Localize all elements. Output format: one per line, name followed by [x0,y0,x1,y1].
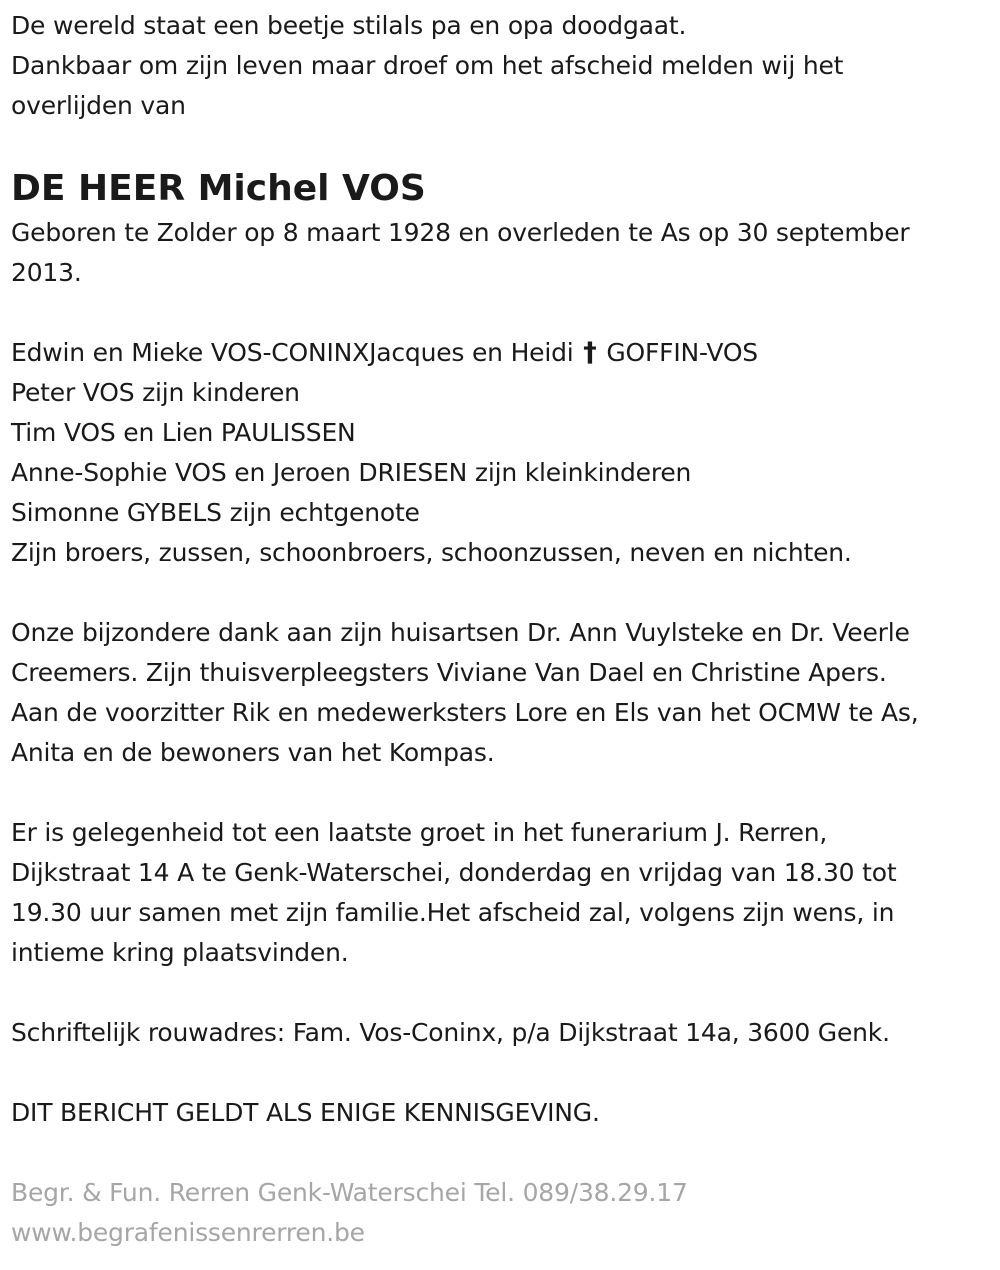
thanks-block [11,613,1000,773]
thanks-line: Onze bijzondere dank aan zijn huisartsen Dr. Ann Vuylsteke en Dr. Veerle [11,618,910,647]
family-block [11,333,1000,573]
intro-line: Dankbaar om zijn leven maar droef om het afscheid melden wij het [11,51,844,80]
spacer [11,1133,1000,1173]
family-line-text: Edwin en Mieke VOS-CONINXJacques en Heidi [11,338,582,367]
family-line: Peter VOS zijn kinderen [11,378,300,407]
notice-line: DIT BERICHT GELDT ALS ENIGE KENNISGEVING. [11,1098,600,1127]
spacer [11,973,1000,1013]
deceased-name: DE HEER Michel VOS [11,168,426,209]
family-line: Anne-Sophie VOS en Jeroen DRIESEN zijn kleinkinderen [11,458,692,487]
cross-icon: † [583,337,597,368]
thanks-line: Anita en de bewoners van het Kompas. [11,738,495,767]
farewell-block [11,813,1000,973]
thanks-line: Aan de voorzitter Rik en medewerksters Lore en Els van het OCMW te As, [11,698,919,727]
intro-block [11,6,1000,126]
spacer [11,293,1000,333]
intro-line: De wereld staat een beetje stilals pa en opa doodgaat. [11,11,687,40]
family-line: Simonne GYBELS zijn echtgenote [11,498,420,527]
funeral-home-contact: Begr. & Fun. Rerren Genk-Waterschei Tel. 089/38.29.17 [11,1178,688,1207]
family-line [11,333,1000,373]
family-line-text: GOFFIN-VOS [598,338,758,367]
funeral-home-website: www.begrafenissenrerren.be [11,1218,365,1247]
family-line: Zijn broers, zussen, schoonbroers, schoonzussen, neven en nichten. [11,538,852,567]
thanks-line: Creemers. Zijn thuisverpleegsters Viviane Van Dael en Christine Apers. [11,658,887,687]
farewell-line: 19.30 uur samen met zijn familie.Het afscheid zal, volgens zijn wens, in [11,898,895,927]
farewell-line: Dijkstraat 14 A te Genk-Waterschei, donderdag en vrijdag van 18.30 tot [11,858,897,887]
mourning-address: Schriftelijk rouwadres: Fam. Vos-Coninx, p/a Dijkstraat 14a, 3600 Genk. [11,1018,890,1047]
farewell-line: intieme kring plaatsvinden. [11,938,349,967]
intro-line: overlijden van [11,91,186,120]
born-died-line: Geboren te Zolder op 8 maart 1928 en overleden te As op 30 september [11,218,910,247]
spacer [11,773,1000,813]
spacer [11,1053,1000,1093]
spacer [11,573,1000,613]
family-line: Tim VOS en Lien PAULISSEN [11,418,356,447]
farewell-line: Er is gelegenheid tot een laatste groet in het funerarium J. Rerren, [11,818,828,847]
born-died-line: 2013. [11,258,82,287]
funeral-home-footer [11,1173,1000,1253]
